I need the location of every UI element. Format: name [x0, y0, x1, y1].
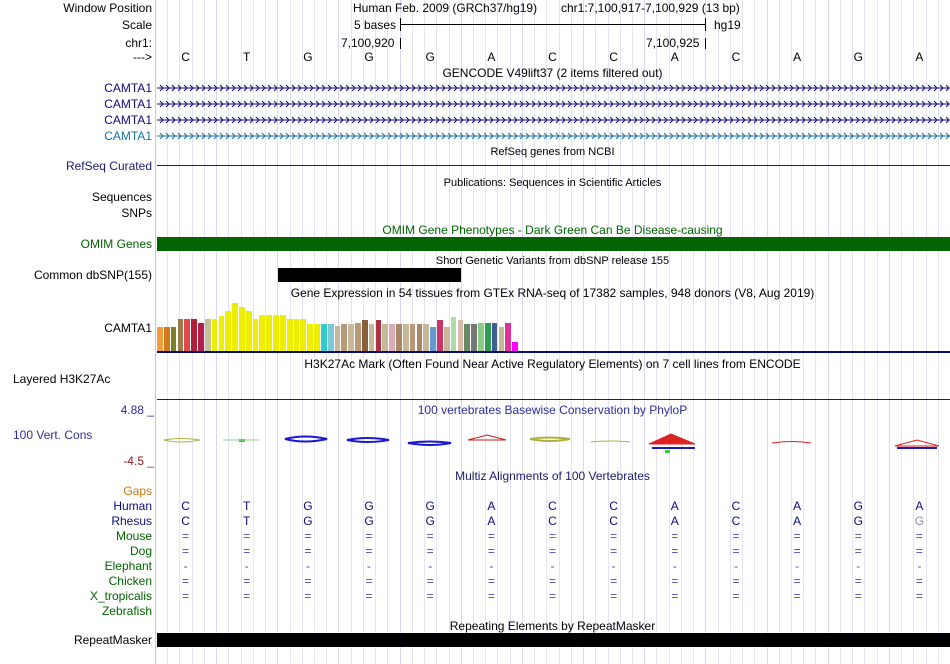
scale-bases: 5 bases [353, 18, 396, 32]
multiz-base: = [915, 529, 923, 543]
multiz-gaps-label: Gaps [123, 484, 152, 498]
phylop-max-label: 4.88 _ [120, 403, 154, 417]
gtex-tissue-bar[interactable] [184, 319, 190, 351]
gtex-tissue-bar[interactable] [164, 327, 170, 351]
multiz-base: = [365, 589, 373, 603]
gtex-tissue-bar[interactable] [403, 324, 409, 351]
gtex-tissue-bar[interactable] [328, 324, 334, 351]
multiz-base: = [915, 574, 923, 588]
base-letter: T [243, 50, 251, 64]
multiz-base: = [915, 544, 923, 558]
gtex-tissue-bar[interactable] [410, 324, 416, 351]
multiz-base: C [609, 514, 618, 528]
multiz-base: = [732, 574, 740, 588]
gtex-tissue-bar[interactable] [430, 327, 436, 351]
multiz-base: C [548, 499, 557, 513]
gtex-tissue-bar[interactable] [191, 319, 197, 351]
multiz-base: = [243, 529, 251, 543]
multiz-base: - [305, 559, 310, 573]
gtex-track-title[interactable]: Gene Expression in 54 tissues from GTEx RNA-seq of 17382 samples, 948 donors (V8, Aug 2019) [290, 286, 815, 300]
multiz-base: = [548, 574, 556, 588]
gtex-tissue-bar[interactable] [253, 319, 259, 351]
ruler-pos-right: 7,100,925 [646, 36, 700, 50]
gtex-tissue-bar[interactable] [417, 324, 423, 351]
multiz-base: = [243, 589, 251, 603]
gtex-tissue-bar[interactable] [225, 311, 231, 351]
multiz-species-label[interactable]: Chicken [108, 574, 152, 588]
gtex-tissue-bar[interactable] [273, 315, 279, 351]
gtex-tissue-bar[interactable] [423, 324, 429, 351]
gtex-tissue-bar[interactable] [178, 319, 184, 351]
gencode-item-label[interactable]: CAMTA1 [104, 113, 152, 127]
multiz-base: = [610, 529, 618, 543]
refseq-track-title[interactable]: RefSeq genes from NCBI [490, 146, 615, 158]
multiz-base: - [611, 559, 616, 573]
multiz-base: A [670, 514, 679, 528]
gtex-tissue-bar[interactable] [212, 319, 218, 351]
multiz-base: - [183, 559, 188, 573]
gtex-tissue-bar[interactable] [505, 323, 511, 351]
gtex-tissue-bar[interactable] [232, 303, 238, 351]
multiz-base: = [487, 574, 495, 588]
gtex-tissue-bar[interactable] [205, 319, 211, 351]
gtex-tissue-bar[interactable] [382, 324, 388, 351]
gtex-tissue-bar[interactable] [219, 316, 225, 351]
multiz-base: = [426, 544, 434, 558]
scale-label: Scale [121, 18, 152, 32]
gtex-tissue-bar[interactable] [451, 317, 457, 351]
gencode-track-title[interactable]: GENCODE V49lift37 (2 items filtered out) [442, 66, 663, 80]
multiz-base: = [487, 589, 495, 603]
gtex-tissue-bar[interactable] [471, 324, 477, 351]
multiz-base: - [244, 559, 249, 573]
multiz-base: = [732, 589, 740, 603]
gtex-tissue-bar[interactable] [246, 311, 252, 351]
base-letter: A [670, 50, 679, 64]
gtex-tissue-bar[interactable] [294, 319, 300, 351]
multiz-base: = [304, 544, 312, 558]
publications-snps-label[interactable]: SNPs [121, 206, 152, 220]
multiz-base: = [365, 544, 373, 558]
multiz-base: - [917, 559, 922, 573]
ruler-tick [400, 38, 401, 49]
gtex-tissue-bar[interactable] [266, 315, 272, 351]
multiz-base: C [181, 499, 190, 513]
gtex-gene-label[interactable]: CAMTA1 [104, 321, 152, 335]
gtex-tissue-bar[interactable] [478, 323, 484, 351]
gtex-tissue-bar[interactable] [239, 307, 245, 351]
h3k27ac-baseline [157, 399, 950, 400]
gtex-tissue-bar[interactable] [355, 323, 361, 351]
h3k27ac-label[interactable]: Layered H3K27Ac [13, 372, 111, 386]
multiz-base: = [793, 544, 801, 558]
base-letter: G [425, 50, 435, 64]
multiz-base: = [182, 529, 190, 543]
multiz-base: G [364, 514, 374, 528]
multiz-base: = [304, 589, 312, 603]
chrom-label: chr1: [125, 36, 152, 50]
multiz-base: = [671, 589, 679, 603]
multiz-base: = [304, 574, 312, 588]
gtex-tissue-bar[interactable] [512, 342, 518, 351]
gencode-item-label[interactable]: CAMTA1 [104, 81, 152, 95]
multiz-base: A [793, 514, 802, 528]
gtex-tissue-bar[interactable] [464, 324, 470, 351]
phylop-wiggle[interactable] [155, 430, 950, 460]
phylop-min-label: -4.5 _ [123, 454, 154, 468]
gtex-tissue-bar[interactable] [485, 323, 491, 351]
multiz-base: = [854, 574, 862, 588]
gtex-tissue-bar[interactable] [321, 324, 327, 351]
multiz-species-label[interactable]: X_tropicalis [89, 589, 152, 603]
omim-feature[interactable] [157, 237, 950, 251]
repeatmasker-feature[interactable] [157, 633, 950, 647]
multiz-base: - [672, 559, 677, 573]
base-letter: C [731, 50, 741, 64]
multiz-base: = [793, 589, 801, 603]
gtex-tissue-bar[interactable] [171, 327, 177, 351]
multiz-base: = [243, 544, 251, 558]
multiz-species-label[interactable]: Zebrafish [101, 604, 152, 618]
base-letter: A [915, 50, 924, 64]
scale-bar-tick-left [400, 18, 401, 31]
gencode-item-label[interactable]: CAMTA1 [104, 97, 152, 111]
gencode-intron-line[interactable] [157, 83, 950, 93]
window-position-label: Window Position [63, 1, 152, 15]
multiz-base: T [243, 499, 251, 513]
gtex-tissue-bar[interactable] [157, 327, 163, 351]
multiz-base: G [853, 499, 863, 513]
gencode-intron-line[interactable] [157, 115, 950, 125]
gtex-tissue-bar[interactable] [287, 319, 293, 351]
ruler-pos-left: 7,100,920 [341, 36, 395, 50]
gtex-baseline [157, 351, 950, 353]
publications-sequences-label[interactable]: Sequences [91, 190, 152, 204]
multiz-base: = [426, 574, 434, 588]
scale-bar [400, 24, 706, 25]
multiz-base: C [731, 514, 741, 528]
base-letter: C [181, 50, 190, 64]
gtex-tissue-bar[interactable] [389, 324, 395, 351]
multiz-base: = [182, 589, 190, 603]
gtex-tissue-bar[interactable] [369, 324, 375, 351]
multiz-base: = [854, 544, 862, 558]
gencode-intron-line[interactable] [157, 131, 950, 141]
multiz-base: = [671, 529, 679, 543]
multiz-base: G [853, 514, 863, 528]
multiz-base: - [856, 559, 861, 573]
phylop-label[interactable]: 100 Vert. Cons [13, 428, 93, 442]
gtex-tissue-bar[interactable] [300, 319, 306, 351]
multiz-species-label[interactable]: Dog [129, 544, 152, 558]
gencode-intron-line[interactable] [157, 99, 950, 109]
multiz-base: = [732, 529, 740, 543]
repeatmasker-track-title[interactable]: Repeating Elements by RepeatMasker [449, 619, 656, 633]
multiz-base: = [548, 589, 556, 603]
multiz-base: A [487, 499, 496, 513]
phylop-track-title[interactable]: 100 vertebrates Basewise Conservation by PhyloP [417, 403, 688, 417]
base-letter: G [364, 50, 374, 64]
gtex-tissue-bar[interactable] [280, 315, 286, 351]
gtex-tissue-bar[interactable] [458, 320, 464, 351]
multiz-base: G [914, 514, 925, 528]
multiz-base: - [550, 559, 555, 573]
multiz-base: = [243, 574, 251, 588]
multiz-base: - [795, 559, 800, 573]
multiz-base: C [548, 514, 557, 528]
scale-bar-tick-right [705, 18, 706, 31]
gtex-tissue-bar[interactable] [348, 324, 354, 351]
multiz-base: = [182, 574, 190, 588]
multiz-base: = [610, 544, 618, 558]
multiz-base: G [425, 514, 435, 528]
multiz-base: = [365, 574, 373, 588]
refseq-label[interactable]: RefSeq Curated [65, 159, 152, 173]
multiz-base: A [793, 499, 802, 513]
dbsnp-track-title[interactable]: Short Genetic Variants from dbSNP release 155 [435, 255, 670, 267]
multiz-base: = [793, 574, 801, 588]
multiz-species-label[interactable]: Mouse [115, 529, 152, 543]
base-letter: G [303, 50, 313, 64]
multiz-base: = [915, 589, 923, 603]
multiz-base: = [304, 529, 312, 543]
multiz-track-title[interactable]: Multiz Alignments of 100 Vertebrates [455, 469, 650, 483]
gencode-item-label[interactable]: CAMTA1 [104, 129, 152, 143]
gtex-tissue-bar[interactable] [492, 323, 498, 351]
gtex-tissue-bar[interactable] [341, 324, 347, 351]
gtex-tissue-bar[interactable] [362, 320, 368, 351]
gtex-tissue-bar[interactable] [396, 324, 402, 351]
multiz-base: = [426, 589, 434, 603]
multiz-species-label[interactable]: Human [113, 499, 152, 513]
multiz-base: = [854, 589, 862, 603]
dbsnp-feature[interactable] [278, 268, 461, 282]
multiz-base: = [793, 529, 801, 543]
multiz-base: T [243, 514, 251, 528]
multiz-base: = [426, 529, 434, 543]
gtex-tissue-bar[interactable] [444, 327, 450, 351]
multiz-base: = [610, 574, 618, 588]
multiz-base: - [733, 559, 738, 573]
base-letter: A [793, 50, 802, 64]
label-divider [155, 0, 156, 664]
scale-db: hg19 [714, 18, 741, 32]
multiz-base: - [428, 559, 433, 573]
multiz-base: = [671, 574, 679, 588]
multiz-species-label[interactable]: Rhesus [111, 514, 152, 528]
multiz-base: G [303, 514, 313, 528]
omim-track-title[interactable]: OMIM Gene Phenotypes - Dark Green Can Be Disease-causing [382, 223, 723, 237]
multiz-base: = [610, 589, 618, 603]
multiz-base: = [732, 544, 740, 558]
position-label: chr1:7,100,917-7,100,929 (13 bp) [561, 1, 740, 15]
multiz-base: - [367, 559, 372, 573]
gtex-tissue-bar[interactable] [307, 324, 313, 351]
multiz-base: G [303, 499, 313, 513]
publications-track-title[interactable]: Publications: Sequences in Scientific Articles [443, 177, 662, 189]
multiz-base: A [915, 499, 924, 513]
multiz-base: A [487, 514, 496, 528]
multiz-base: = [487, 529, 495, 543]
gtex-tissue-bar[interactable] [198, 323, 204, 351]
multiz-base: - [489, 559, 494, 573]
base-letter: C [548, 50, 557, 64]
multiz-base: = [854, 529, 862, 543]
gtex-tissue-bar[interactable] [437, 320, 443, 351]
multiz-base: = [671, 544, 679, 558]
gtex-tissue-bar[interactable] [259, 315, 265, 351]
gtex-tissue-bar[interactable] [335, 326, 341, 351]
multiz-base: A [670, 499, 679, 513]
gtex-tissue-bar[interactable] [499, 327, 505, 351]
multiz-base: = [548, 529, 556, 543]
dbsnp-label[interactable]: Common dbSNP(155) [33, 268, 152, 282]
base-letter: G [853, 50, 863, 64]
multiz-base: C [181, 514, 190, 528]
gtex-tissue-bar[interactable] [376, 320, 382, 351]
multiz-base: G [425, 499, 435, 513]
strand-label: ---> [133, 50, 152, 64]
assembly-label: Human Feb. 2009 (GRCh37/hg19) [353, 1, 538, 15]
repeatmasker-label[interactable]: RepeatMasker [73, 633, 152, 647]
multiz-base: G [364, 499, 374, 513]
multiz-base: = [487, 544, 495, 558]
ruler-tick [705, 38, 706, 49]
multiz-species-label[interactable]: Elephant [104, 559, 152, 573]
base-letter: A [487, 50, 496, 64]
h3k27ac-track-title[interactable]: H3K27Ac Mark (Often Found Near Active Regulatory Elements) on 7 cell lines from ENCODE [304, 357, 801, 371]
base-letter: C [609, 50, 618, 64]
multiz-base: = [365, 529, 373, 543]
gtex-tissue-bar[interactable] [314, 324, 320, 351]
multiz-base: C [609, 499, 618, 513]
multiz-base: C [731, 499, 741, 513]
multiz-base: = [182, 544, 190, 558]
omim-label[interactable]: OMIM Genes [80, 237, 152, 251]
multiz-base: = [548, 544, 556, 558]
refseq-line[interactable] [157, 165, 950, 166]
